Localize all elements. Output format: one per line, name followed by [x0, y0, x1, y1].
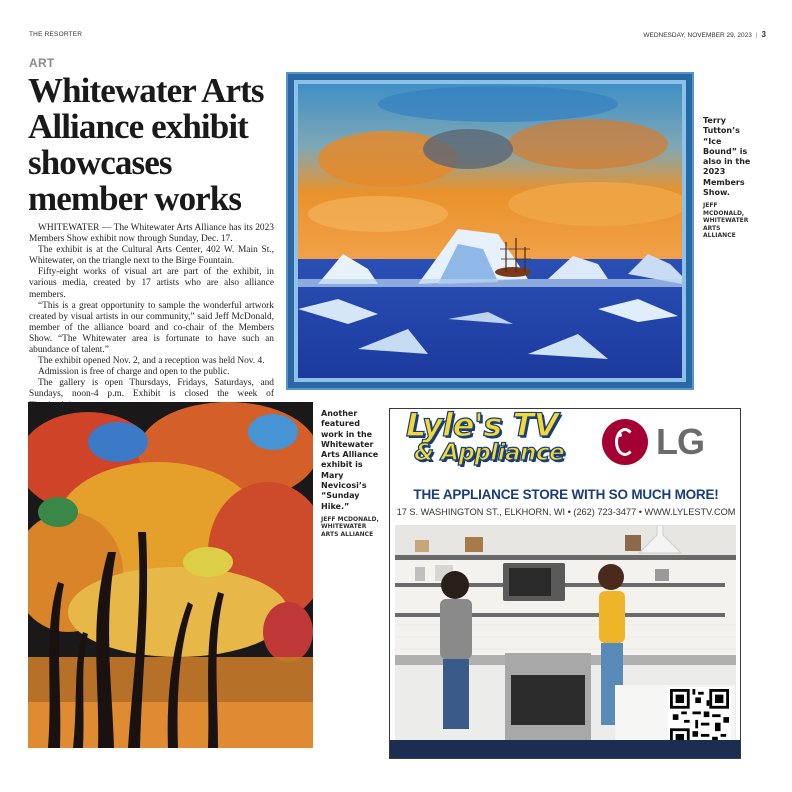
- photo-credit: JEFF MCDONALD, WHITEWATER ARTS ALLIANCE: [321, 515, 379, 538]
- masthead-date: WEDNESDAY, NOVEMBER 29, 2023: [643, 32, 752, 39]
- section-label: ART: [29, 56, 55, 70]
- ad-tagline: THE APPLIANCE STORE WITH SO MUCH MORE!: [413, 487, 719, 502]
- masthead-paper-name: THE RESORTER: [29, 31, 83, 38]
- ice-bound-artwork: [298, 84, 682, 378]
- article-paragraph: Admission is free of charge and open to the public.: [38, 367, 230, 378]
- article-paragraph: Fifty-eight works of visual art are part of the exhibit, in various media, created by 17 artists who are also alliance members.: [29, 267, 274, 300]
- lyles-logo-line2: & Appliance: [414, 440, 565, 466]
- masthead-separator: |: [755, 32, 758, 39]
- caption-text: Another featured work in the Whitewater Arts Alliance exhibit is Mary Nevicosi’s “Sunday Hike.”: [321, 409, 379, 511]
- article-paragraph: WHITEWATER — The Whitewater Arts Alliance has its 2023 Members Show exhibit now through Sunday, Dec. 17.: [29, 223, 274, 245]
- caption-sunday-hike: [321, 409, 381, 538]
- lg-brand-text: LG: [656, 421, 704, 462]
- lyles-logo: [406, 408, 576, 467]
- article-paragraph: The exhibit is at the Cultural Arts Center, 402 W. Main St., Whitewater, on the triangle next to the Birge Fountain.: [29, 245, 274, 267]
- article-paragraph: The exhibit opened Nov. 2, and a reception was held Nov. 4.: [38, 356, 265, 367]
- photo-credit: JEFF MCDONALD, WHITEWATER ARTS ALLIANCE: [703, 202, 749, 239]
- article-paragraph: The gallery is open Thursdays, Fridays, Saturdays, and Sundays, noon-4 p.m. Exhibit is closed the week of: [29, 378, 274, 400]
- lyles-logo-line1: Lyle's TV: [406, 408, 559, 444]
- masthead-date-line: [643, 30, 766, 39]
- sunday-hike-artwork: [28, 402, 313, 748]
- lyles-tv-advertisement[interactable]: [389, 408, 741, 759]
- article-paragraph: “This is a great opportunity to sample the wonderful artwork created by visual artists in our community,” said Jeff McDonald, member of the alliance board and co-chair of the Members Show. “The Whitewater area is fortunate to have such an abundance of talent.”: [29, 300, 274, 356]
- ad-logo-area: [390, 409, 741, 485]
- ad-address: 17 S. WASHINGTON ST., ELKHORN, WI • (262) 723-3477 • WWW.LYLESTV.COM: [396, 507, 736, 517]
- article-body: [29, 223, 274, 412]
- caption-text: Terry Tutton’s “Ice Bound” is also in the 2023 Members Show.: [703, 116, 751, 198]
- lg-logo: [602, 419, 704, 465]
- ad-footer-bar: [390, 740, 741, 758]
- caption-ice-bound: [703, 116, 751, 239]
- lg-face-icon: [602, 419, 648, 465]
- page-number: 3: [761, 30, 766, 39]
- sunday-hike-painting: [28, 402, 313, 748]
- headline: Whitewater Arts Alliance exhibit showcases member works: [28, 71, 264, 218]
- ice-bound-painting: [286, 72, 694, 390]
